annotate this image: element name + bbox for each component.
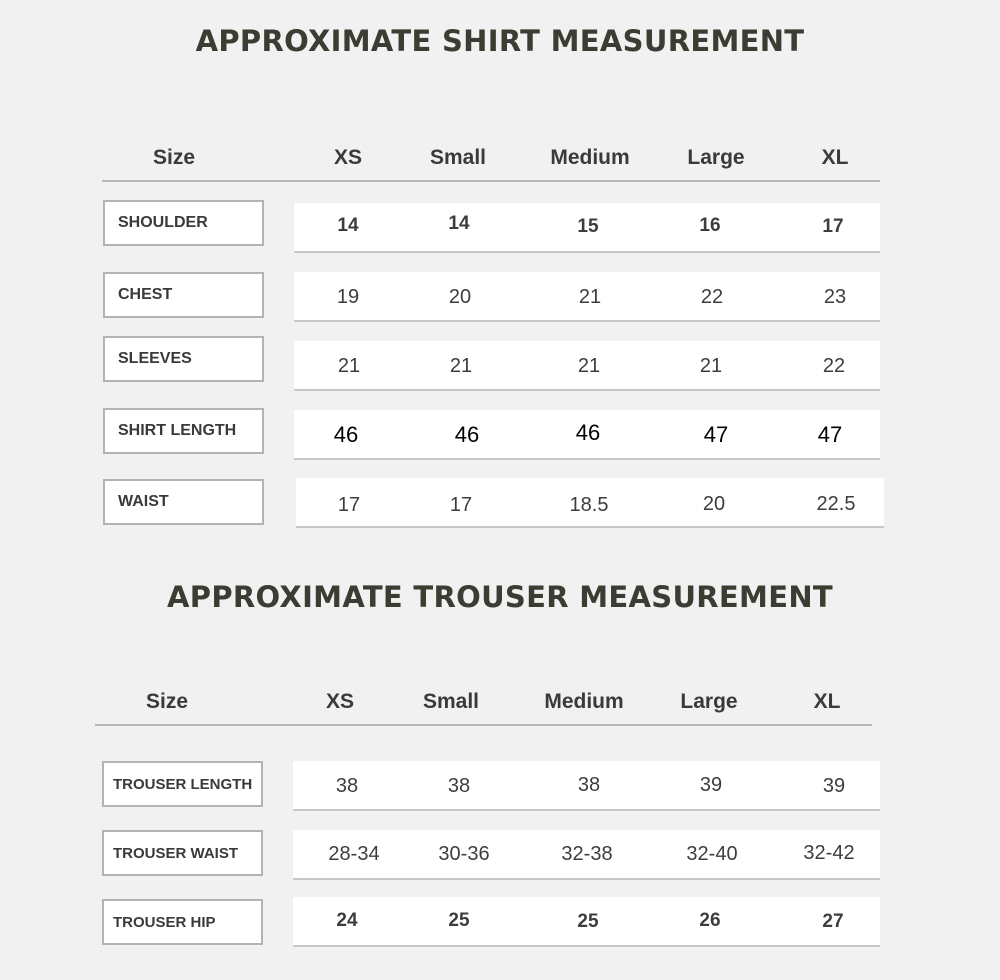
row-label: SHIRT LENGTH (103, 408, 264, 454)
table-cell: 32-42 (803, 842, 855, 864)
table-cell: 17 (337, 494, 361, 516)
shirt-header-size: Size (152, 146, 196, 169)
table-cell: 17 (822, 216, 844, 237)
table-cell: 17 (449, 494, 473, 516)
row-label: CHEST (103, 272, 264, 318)
table-cell: 19 (336, 286, 360, 308)
table-cell: 14 (448, 213, 470, 234)
table-cell: 38 (447, 775, 471, 797)
table-cell: 26 (699, 910, 721, 931)
table-cell: 24 (336, 910, 358, 931)
table-cell: 46 (575, 420, 601, 445)
table-cell: 25 (577, 911, 599, 932)
shirt-header-large: Large (687, 146, 745, 169)
table-cell: 18.5 (569, 494, 609, 516)
table-cell: 22 (700, 286, 724, 308)
table-cell: 38 (335, 775, 359, 797)
trouser-header-xl: XL (813, 690, 841, 713)
table-cell: 23 (823, 286, 847, 308)
shirt-header-medium: Medium (550, 146, 630, 169)
table-cell: 32-38 (561, 843, 613, 865)
table-cell: 21 (449, 355, 473, 377)
trouser-header-large: Large (680, 690, 738, 713)
table-cell: 46 (454, 422, 480, 447)
shirt-header-xs: XS (333, 146, 363, 169)
table-cell: 21 (578, 286, 602, 308)
trouser-header-divider (95, 724, 872, 726)
table-cell: 38 (577, 774, 601, 796)
table-cell: 21 (577, 355, 601, 377)
trouser-title: APPROXIMATE TROUSER MEASUREMENT (167, 580, 833, 614)
table-cell: 32-40 (686, 843, 738, 865)
table-cell: 39 (822, 775, 846, 797)
trouser-header-xs: XS (325, 690, 355, 713)
row-label: WAIST (103, 479, 264, 525)
shirt-title: APPROXIMATE SHIRT MEASUREMENT (195, 24, 805, 58)
table-cell: 15 (577, 216, 599, 237)
table-cell: 28-34 (328, 843, 380, 865)
table-cell: 27 (822, 911, 844, 932)
table-cell: 46 (333, 422, 359, 447)
table-cell: 21 (699, 355, 723, 377)
table-cell: 39 (699, 774, 723, 796)
row-label: TROUSER HIP (102, 899, 263, 945)
table-cell: 47 (703, 422, 729, 447)
row-label: TROUSER WAIST (102, 830, 263, 876)
trouser-header-small: Small (422, 690, 480, 713)
shirt-header-divider (102, 180, 880, 182)
table-cell: 25 (448, 910, 470, 931)
table-cell: 22 (822, 355, 846, 377)
trouser-header-medium: Medium (544, 690, 624, 713)
shirt-header-small: Small (429, 146, 487, 169)
row-label: TROUSER LENGTH (102, 761, 263, 807)
trouser-header-size: Size (145, 690, 189, 713)
table-cell: 20 (448, 286, 472, 308)
table-cell: 21 (337, 355, 361, 377)
table-cell: 16 (699, 215, 721, 236)
table-cell: 30-36 (438, 843, 490, 865)
table-cell: 22.5 (816, 493, 856, 515)
row-label: SLEEVES (103, 336, 264, 382)
table-cell: 20 (702, 493, 726, 515)
shirt-header-xl: XL (821, 146, 849, 169)
table-cell: 14 (337, 215, 359, 236)
table-cell: 47 (817, 422, 843, 447)
row-label: SHOULDER (103, 200, 264, 246)
